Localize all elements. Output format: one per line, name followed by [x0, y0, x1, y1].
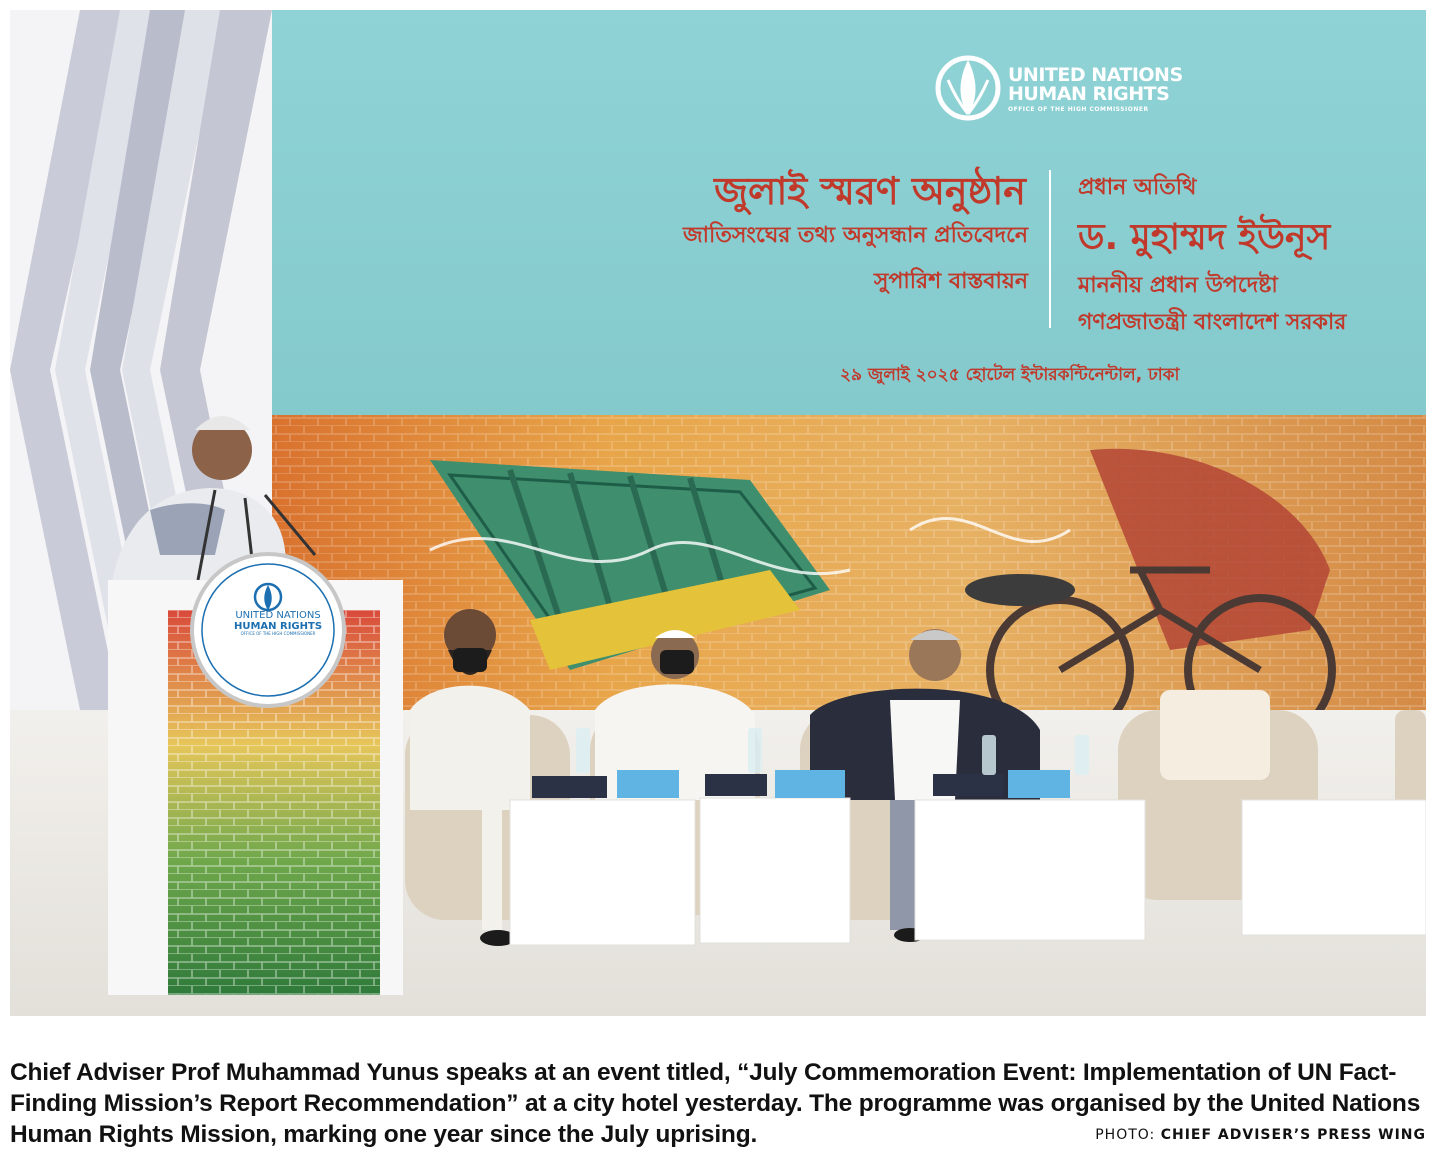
un-logo-line3: OFFICE OF THE HIGH COMMISSIONER — [1008, 106, 1149, 113]
photo-credit-name: CHIEF ADVISER’S PRESS WING — [1160, 1127, 1426, 1143]
photo-scene — [10, 10, 1426, 1016]
news-photo — [10, 10, 1426, 1016]
podium-line1: UNITED NATIONS — [235, 610, 321, 621]
photo-credit — [1095, 1127, 1426, 1143]
chief-guest-govt: গণপ্রজাতন্ত্রী বাংলাদেশ সরকার — [1078, 310, 1347, 335]
side-table — [510, 798, 1426, 945]
podium-line2: HUMAN RIGHTS — [233, 621, 323, 632]
date-venue: ২৯ জুলাই ২০২৫ হোটেল ইন্টারকন্টিনেন্টাল, ঢাকা — [840, 365, 1180, 385]
un-logo-line2: HUMAN RIGHTS — [1008, 83, 1170, 105]
un-logo-line1: UNITED NATIONS — [1008, 64, 1183, 86]
photo-caption: Chief Adviser Prof Muhammad Yunus speaks at an event titled, “July Commemoration Event: Implementation of UN Fact-Finding Mission’s Report Recommendation” at a city hotel yesterday. The programme was organised by the United Nations Human Rights Mission, marking one year since the July uprising. — [10, 1059, 1421, 1148]
photo-credit-label: PHOTO: — [1095, 1127, 1156, 1143]
un-logo-text — [1008, 66, 1183, 113]
event-subtitle-line2: সুপারিশ বাস্তবায়ন — [873, 269, 1028, 294]
chief-guest-title: মাননীয় প্রধান উপদেষ্টা — [1078, 273, 1278, 298]
event-subtitle-line1: জাতিসংঘের তথ্য অনুসন্ধান প্রতিবেদনে — [683, 223, 1028, 248]
chief-guest-name: ড. মুহাম্মদ ইউনূস — [1078, 217, 1331, 258]
podium-line3: OFFICE OF THE HIGH COMMISSIONER — [240, 631, 316, 636]
chief-guest-label: প্রধান অতিথি — [1078, 175, 1197, 200]
event-title: জুলাই স্মরণ অনুষ্ঠান — [714, 169, 1026, 213]
podium-logo-text — [218, 610, 338, 636]
